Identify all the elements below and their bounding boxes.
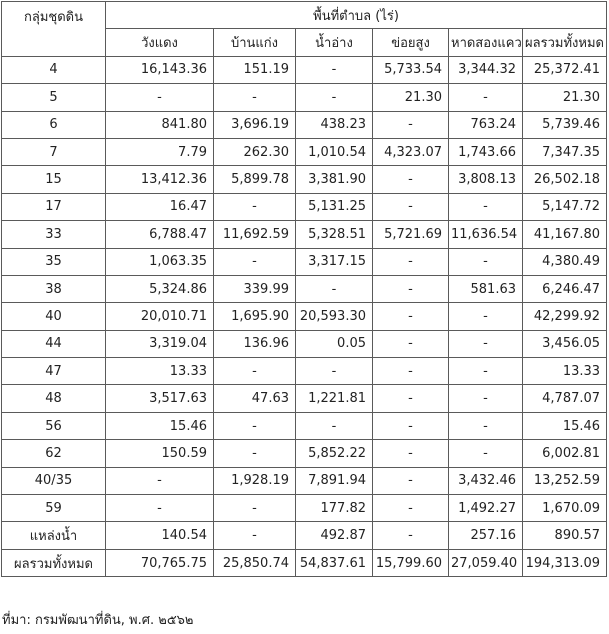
table-cell: 3,456.05	[523, 330, 607, 357]
table-row	[2, 275, 607, 302]
row-label: 33	[2, 221, 106, 248]
table-cell: 41,167.80	[523, 221, 607, 248]
table-cell: -	[449, 84, 523, 111]
table-cell: -	[449, 248, 523, 275]
table-cell: 1,928.19	[214, 467, 296, 494]
table-cell: 42,299.92	[523, 303, 607, 330]
table-cell: -	[449, 412, 523, 439]
table-cell: -	[449, 385, 523, 412]
table-cell: -	[106, 467, 214, 494]
table-cell: -	[373, 385, 449, 412]
table-row	[2, 549, 607, 576]
table-cell: -	[373, 275, 449, 302]
table-cell: 3,317.15	[296, 248, 373, 275]
table-row	[2, 330, 607, 357]
table-cell: 6,246.47	[523, 275, 607, 302]
table-cell: -	[373, 166, 449, 193]
table-cell: -	[296, 275, 373, 302]
row-label: 7	[2, 138, 106, 165]
table-cell: -	[373, 467, 449, 494]
table-cell: 13,252.59	[523, 467, 607, 494]
table-cell: 20,010.71	[106, 303, 214, 330]
table-cell: -	[373, 111, 449, 138]
table-cell: 1,670.09	[523, 495, 607, 522]
table-row	[2, 495, 607, 522]
row-label: 38	[2, 275, 106, 302]
table-cell: -	[373, 440, 449, 467]
table-row	[2, 385, 607, 412]
table-cell: -	[214, 193, 296, 220]
table-cell: 3,432.46	[449, 467, 523, 494]
table-cell: 5,131.25	[296, 193, 373, 220]
row-label: 48	[2, 385, 106, 412]
table-cell: 5,733.54	[373, 56, 449, 83]
table-cell: -	[449, 358, 523, 385]
table-cell: 3,696.19	[214, 111, 296, 138]
table-cell: 7.79	[106, 138, 214, 165]
table-cell: -	[373, 330, 449, 357]
table-cell: -	[449, 193, 523, 220]
table-cell: 1,492.27	[449, 495, 523, 522]
row-label: 59	[2, 495, 106, 522]
table-cell: -	[373, 193, 449, 220]
table-row	[2, 303, 607, 330]
table-cell: -	[214, 358, 296, 385]
table-cell: 13.33	[523, 358, 607, 385]
table-cell: -	[106, 495, 214, 522]
table-cell: 13.33	[106, 358, 214, 385]
table-cell: 3,381.90	[296, 166, 373, 193]
table-row	[2, 221, 607, 248]
table-cell: -	[214, 412, 296, 439]
table-cell: 1,695.90	[214, 303, 296, 330]
table-cell: 27,059.40	[449, 549, 523, 576]
table-cell: 1,221.81	[296, 385, 373, 412]
row-label: 35	[2, 248, 106, 275]
column-header: ข่อยสูง	[373, 29, 449, 56]
table-cell: -	[449, 303, 523, 330]
table-cell: 25,850.74	[214, 549, 296, 576]
table-cell: -	[373, 495, 449, 522]
table-row	[2, 166, 607, 193]
row-label: 6	[2, 111, 106, 138]
table-row	[2, 111, 607, 138]
table-cell: 150.59	[106, 440, 214, 467]
table-cell: 3,517.63	[106, 385, 214, 412]
table-cell: 5,739.46	[523, 111, 607, 138]
table-cell: -	[214, 522, 296, 549]
table-cell: 15.46	[106, 412, 214, 439]
row-label: 40	[2, 303, 106, 330]
table-cell: 3,319.04	[106, 330, 214, 357]
column-header: ผลรวมทั้งหมด	[523, 29, 607, 56]
column-header: วังแดง	[106, 29, 214, 56]
table-cell: -	[449, 440, 523, 467]
table-cell: -	[214, 248, 296, 275]
table-cell: 438.23	[296, 111, 373, 138]
table-cell: -	[296, 358, 373, 385]
table-cell: 4,380.49	[523, 248, 607, 275]
table-cell: 136.96	[214, 330, 296, 357]
table-cell: -	[373, 522, 449, 549]
table-cell: 6,788.47	[106, 221, 214, 248]
table-cell: -	[373, 358, 449, 385]
table-cell: 841.80	[106, 111, 214, 138]
table-cell: 492.87	[296, 522, 373, 549]
table-row	[2, 412, 607, 439]
table-cell: 6,002.81	[523, 440, 607, 467]
table-cell: 21.30	[523, 84, 607, 111]
table-cell: 11,692.59	[214, 221, 296, 248]
row-label: 4	[2, 56, 106, 83]
table-cell: 0.05	[296, 330, 373, 357]
table-cell: -	[214, 440, 296, 467]
table-row	[2, 440, 607, 467]
table-cell: 140.54	[106, 522, 214, 549]
table-cell: -	[296, 84, 373, 111]
table-cell: 890.57	[523, 522, 607, 549]
table-cell: 26,502.18	[523, 166, 607, 193]
table-row	[2, 467, 607, 494]
table-cell: 581.63	[449, 275, 523, 302]
table-cell: 339.99	[214, 275, 296, 302]
table-cell: 25,372.41	[523, 56, 607, 83]
table-cell: 21.30	[373, 84, 449, 111]
row-label: 56	[2, 412, 106, 439]
table-row	[2, 248, 607, 275]
table-cell: 3,344.32	[449, 56, 523, 83]
table-cell: 1,010.54	[296, 138, 373, 165]
row-label: 44	[2, 330, 106, 357]
table-row	[2, 84, 607, 111]
table-cell: 47.63	[214, 385, 296, 412]
row-label: ผลรวมทั้งหมด	[2, 549, 106, 576]
table-cell: 3,808.13	[449, 166, 523, 193]
table-row	[2, 56, 607, 83]
soil-area-table	[1, 1, 607, 577]
table-cell: 13,412.36	[106, 166, 214, 193]
table-cell: 15.46	[523, 412, 607, 439]
row-label: 40/35	[2, 467, 106, 494]
row-label: 62	[2, 440, 106, 467]
table-cell: -	[214, 84, 296, 111]
row-label: แหล่งน้ำ	[2, 522, 106, 549]
table-cell: 257.16	[449, 522, 523, 549]
table-cell: 7,347.35	[523, 138, 607, 165]
row-label: 15	[2, 166, 106, 193]
table-cell: 70,765.75	[106, 549, 214, 576]
table-cell: 54,837.61	[296, 549, 373, 576]
table-cell: 262.30	[214, 138, 296, 165]
column-header: บ้านแก่ง	[214, 29, 296, 56]
table-cell: -	[106, 84, 214, 111]
table-cell: -	[296, 56, 373, 83]
table-row	[2, 358, 607, 385]
row-label: 5	[2, 84, 106, 111]
table-cell: 7,891.94	[296, 467, 373, 494]
table-cell: 5,721.69	[373, 221, 449, 248]
table-cell: 5,324.86	[106, 275, 214, 302]
table-row	[2, 138, 607, 165]
table-cell: 1,743.66	[449, 138, 523, 165]
row-label: 17	[2, 193, 106, 220]
table-cell: 20,593.30	[296, 303, 373, 330]
table-cell: 16.47	[106, 193, 214, 220]
table-cell: -	[373, 303, 449, 330]
table-cell: 177.82	[296, 495, 373, 522]
table-cell: 5,147.72	[523, 193, 607, 220]
table-cell: -	[296, 412, 373, 439]
table-cell: 763.24	[449, 111, 523, 138]
table-cell: -	[214, 495, 296, 522]
table-cell: 11,636.54	[449, 221, 523, 248]
column-header: น้ำอ่าง	[296, 29, 373, 56]
table-cell: 4,323.07	[373, 138, 449, 165]
table-cell: 5,328.51	[296, 221, 373, 248]
table-cell: 194,313.09	[523, 549, 607, 576]
table-cell: -	[373, 248, 449, 275]
table-cell: -	[373, 412, 449, 439]
table-body	[2, 56, 607, 576]
row-label: 47	[2, 358, 106, 385]
table-cell: 15,799.60	[373, 549, 449, 576]
column-header: หาดสองแคว	[449, 29, 523, 56]
source-note: ที่มา: กรมพัฒนาที่ดิน, พ.ศ. ๒๕๖๒	[2, 613, 194, 628]
table-cell: -	[449, 330, 523, 357]
table-cell: 151.19	[214, 56, 296, 83]
table-cell: 5,899.78	[214, 166, 296, 193]
group-header: พื้นที่ตำบล (ไร่)	[106, 2, 607, 29]
table-cell: 4,787.07	[523, 385, 607, 412]
table-cell: 1,063.35	[106, 248, 214, 275]
table-cell: 16,143.36	[106, 56, 214, 83]
table-row	[2, 522, 607, 549]
row-header: กลุ่มชุดดิน	[2, 2, 106, 57]
table-cell: 5,852.22	[296, 440, 373, 467]
table-row	[2, 193, 607, 220]
